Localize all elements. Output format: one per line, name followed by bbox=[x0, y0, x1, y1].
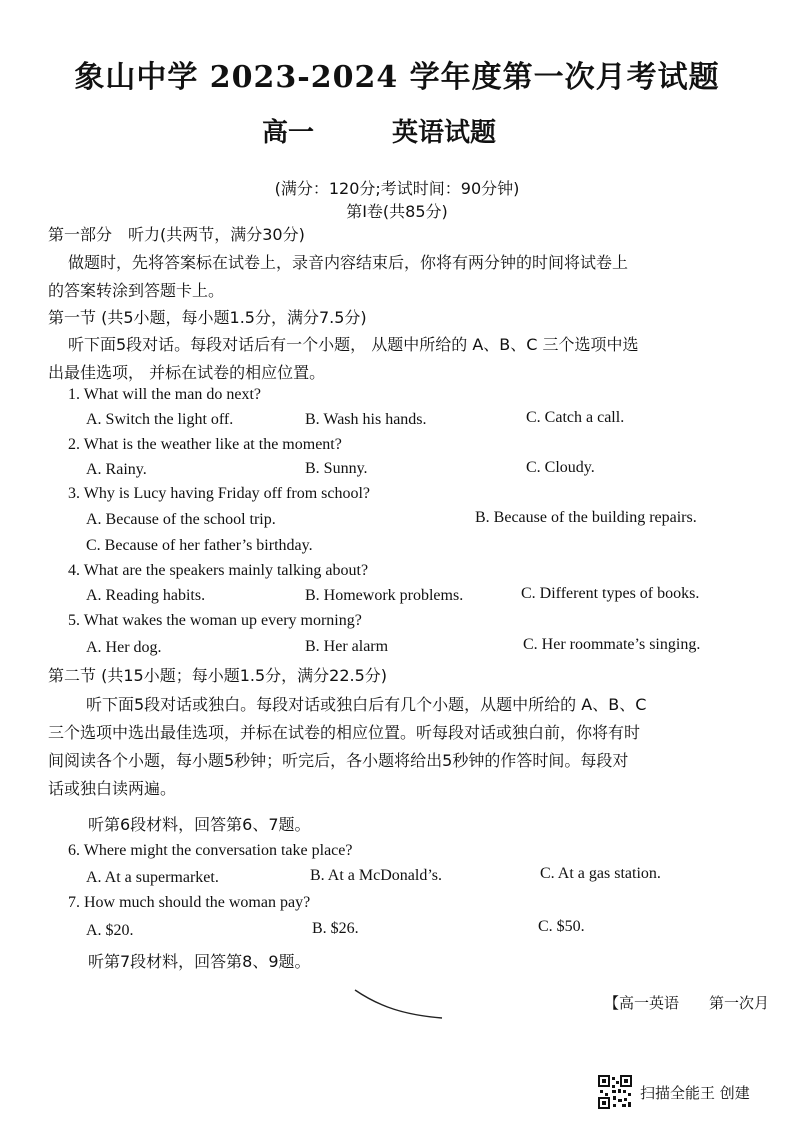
section2-instruction-line2: 三个选项中选出最佳选项，并标在试卷的相应位置。听每段对话或独白前，你将有时 bbox=[48, 723, 641, 742]
q4-option-a: A. Reading habits. bbox=[86, 587, 206, 604]
section1-instruction-line1: 听下面5段对话。每段对话后有一个小题， 从题中所给的 A、B、C 三个选项中选 bbox=[68, 335, 639, 354]
q3-option-a: A. Because of the school trip. bbox=[86, 511, 276, 528]
material-7-label: 听第7段材料，回答第8、9题。 bbox=[88, 952, 311, 971]
q1-option-b: B. Wash his hands. bbox=[305, 411, 427, 428]
question-2: 2. What is the weather like at the moment? bbox=[68, 436, 342, 453]
section1-heading: 第一节 (共5小题，每小题1.5分，满分7.5分) bbox=[48, 308, 367, 327]
q5-option-b: B. Her alarm bbox=[305, 638, 389, 655]
q3-option-b: B. Because of the building repairs. bbox=[475, 509, 697, 526]
grade-label: 高一 bbox=[262, 118, 315, 148]
exam-info: (满分：120分;考试时间：90分钟) bbox=[274, 179, 520, 198]
q2-option-b: B. Sunny. bbox=[305, 460, 368, 477]
material-6-label: 听第6段材料，回答第6、7题。 bbox=[88, 815, 311, 834]
question-1: 1. What will the man do next? bbox=[68, 386, 261, 403]
section2-heading: 第二节 (共15小题；每小题1.5分，满分22.5分) bbox=[48, 666, 388, 685]
q7-option-b: B. $26. bbox=[312, 920, 359, 937]
section1-instruction-line2: 出最佳选项， 并标在试卷的相应位置。 bbox=[48, 363, 326, 382]
q2-option-c: C. Cloudy. bbox=[526, 459, 595, 476]
page-tag: 【高一英语 第一次月 bbox=[604, 994, 770, 1012]
qr-code-icon bbox=[598, 1075, 632, 1109]
question-5: 5. What wakes the woman up every morning? bbox=[68, 612, 362, 629]
subject-label: 英语试题 bbox=[392, 118, 497, 148]
section2-instruction-line4: 话或独白读两遍。 bbox=[48, 779, 177, 798]
question-7: 7. How much should the woman pay? bbox=[68, 894, 311, 911]
pen-stroke-mark bbox=[350, 985, 450, 1025]
q6-option-a: A. At a supermarket. bbox=[86, 869, 219, 886]
section2-instruction-line1: 听下面5段对话或独白。每段对话或独白后有几个小题，从题中所给的 A、B、C bbox=[86, 695, 647, 714]
part1-instruction-line2: 的答案转涂到答题卡上。 bbox=[48, 281, 225, 300]
question-6: 6. Where might the conversation take place? bbox=[68, 842, 353, 859]
question-4: 4. What are the speakers mainly talking about? bbox=[68, 562, 369, 579]
q1-option-a: A. Switch the light off. bbox=[86, 411, 234, 428]
part1-instruction-line1: 做题时，先将答案标在试卷上，录音内容结束后，你将有两分钟的时间将试卷上 bbox=[68, 253, 629, 272]
q6-option-b: B. At a McDonald’s. bbox=[310, 867, 442, 884]
exam-title: 象山中学 2023-2024 学年度第一次月考试题 bbox=[74, 60, 720, 95]
q4-option-c: C. Different types of books. bbox=[521, 585, 700, 602]
volume-label: 第Ⅰ卷(共85分) bbox=[346, 202, 448, 221]
q5-option-c: C. Her roommate’s singing. bbox=[523, 636, 701, 653]
section2-instruction-line3: 间阅读各个小题，每小题5秒钟；听完后，各小题将给出5秒钟的作答时间。每段对 bbox=[48, 751, 629, 770]
q7-option-a: A. $20. bbox=[86, 922, 134, 939]
q2-option-a: A. Rainy. bbox=[86, 461, 147, 478]
q1-option-c: C. Catch a call. bbox=[526, 409, 625, 426]
q4-option-b: B. Homework problems. bbox=[305, 587, 464, 604]
q7-option-c: C. $50. bbox=[538, 918, 585, 935]
part1-heading: 第一部分 听力(共两节，满分30分) bbox=[48, 225, 305, 244]
q5-option-a: A. Her dog. bbox=[86, 639, 162, 656]
question-3: 3. Why is Lucy having Friday off from school? bbox=[68, 485, 371, 502]
scanner-watermark: 扫描全能王 创建 bbox=[640, 1084, 750, 1102]
q6-option-c: C. At a gas station. bbox=[540, 865, 661, 882]
q3-option-c: C. Because of her father’s birthday. bbox=[86, 537, 313, 554]
